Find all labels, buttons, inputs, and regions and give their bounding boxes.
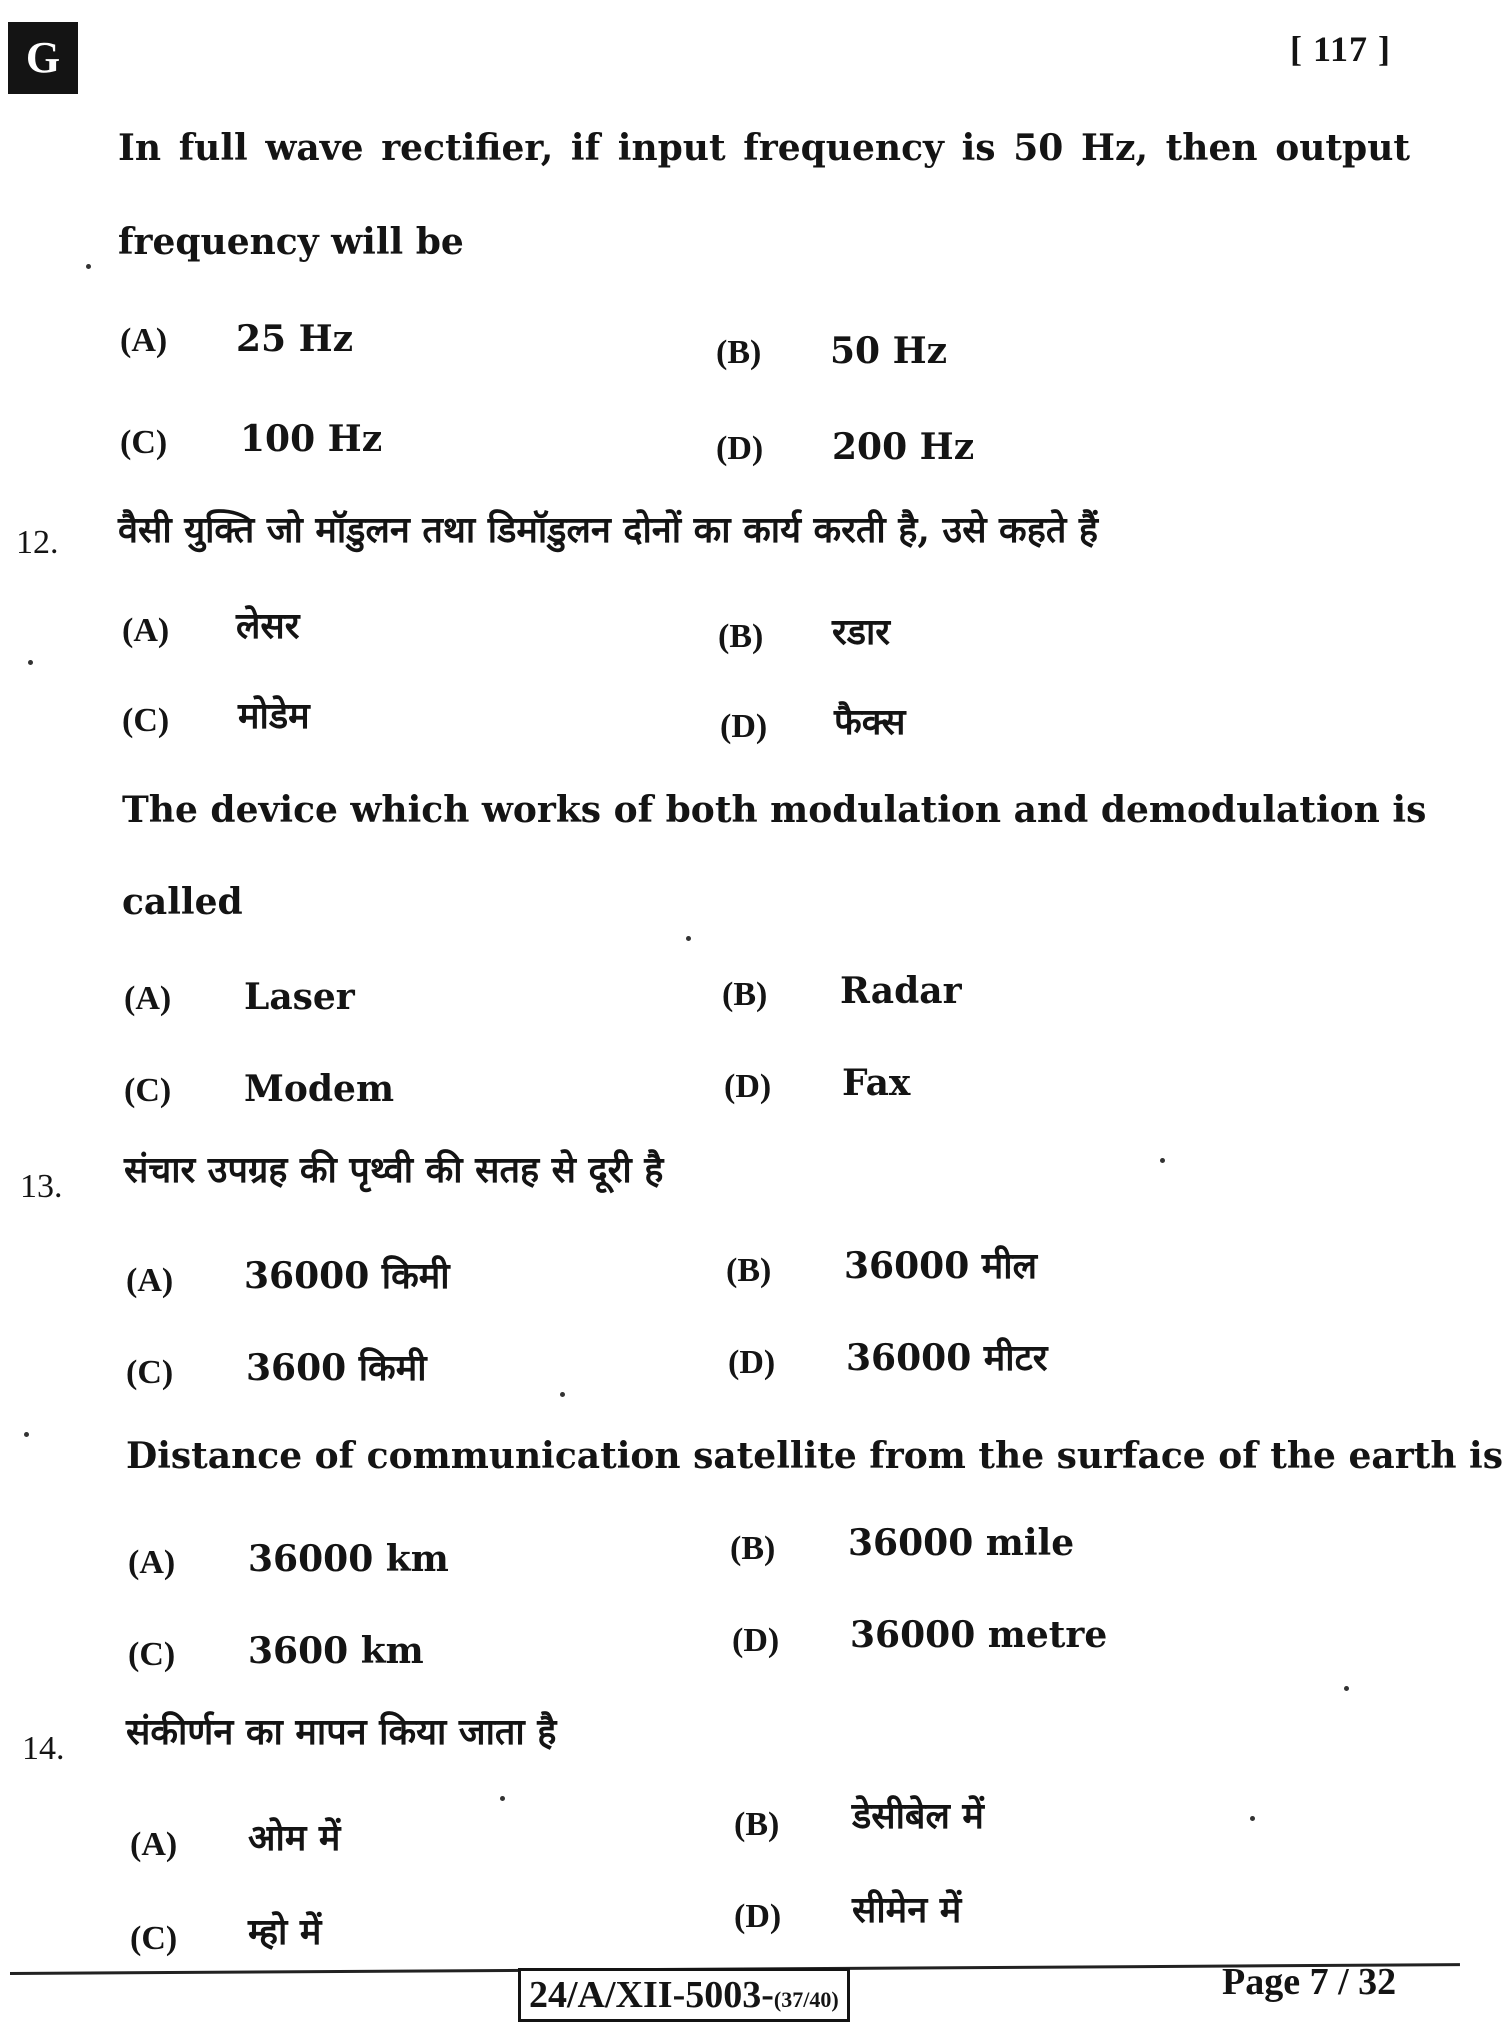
question-number: 14. [22, 1730, 65, 1767]
page-number-bracket: [ 117 ] [1290, 29, 1391, 69]
option-label: (D) [724, 1068, 772, 1105]
option-label: (A) [124, 980, 172, 1017]
option-text: 50 Hz [830, 330, 948, 372]
scan-speck [28, 660, 33, 665]
option-text: फैक्स [834, 701, 906, 743]
option-text: 200 Hz [832, 426, 975, 468]
scan-speck [500, 1796, 505, 1801]
paper-code: 24/A/XII-5003- [529, 1974, 774, 2016]
option-label: (C) [128, 1636, 176, 1673]
scan-speck [560, 1392, 565, 1397]
scan-speck [24, 1432, 29, 1437]
option-text: लेसर [236, 605, 300, 647]
option-label: (B) [722, 976, 768, 1013]
question-stem-hi: संचार उपग्रह की पृथ्वी की सतह से दूरी है [124, 1149, 664, 1191]
question-stem-hi: संकीर्णन का मापन किया जाता है [126, 1711, 557, 1753]
option-text: Radar [840, 970, 962, 1012]
option-label: (A) [126, 1262, 174, 1299]
option-label: (C) [120, 424, 168, 461]
paper-code-suffix: (37/40) [773, 1987, 839, 2012]
question-number: 12. [16, 524, 59, 561]
option-text: 36000 किमी [244, 1255, 450, 1297]
question-stem-en-line1: The device which works of both modulation and demodulation is [122, 789, 1427, 831]
option-text: 36000 km [248, 1538, 449, 1580]
option-text: 36000 metre [850, 1614, 1108, 1656]
scan-speck [1250, 1816, 1255, 1821]
paper-code-box [518, 1968, 850, 2022]
option-text: म्हो में [248, 1911, 322, 1953]
set-badge: G [8, 22, 78, 94]
option-label: (D) [728, 1344, 776, 1381]
option-text: 100 Hz [240, 418, 383, 460]
option-label: (C) [124, 1072, 172, 1109]
option-label: (D) [732, 1622, 780, 1659]
option-text: Modem [244, 1068, 395, 1110]
option-label: (C) [122, 702, 170, 739]
page-counter: Page 7 / 32 [1222, 1961, 1397, 2003]
option-label: (A) [122, 612, 170, 649]
question-stem-en-line2: called [122, 881, 243, 923]
option-label: (B) [726, 1252, 772, 1289]
scan-speck [686, 936, 691, 941]
scan-speck [1344, 1686, 1349, 1691]
option-label: (C) [130, 1920, 178, 1957]
option-text: सीमेन में [852, 1889, 962, 1931]
question-stem-en-line2: frequency will be [118, 221, 464, 263]
option-label: (B) [734, 1806, 780, 1843]
option-label: (D) [720, 708, 768, 745]
option-text: 3600 किमी [246, 1347, 427, 1389]
question-stem-en-line1: Distance of communication satellite from the surface of the earth is [126, 1435, 1503, 1477]
option-label: (D) [716, 430, 764, 467]
option-label: (B) [716, 334, 762, 371]
scan-speck [1160, 1158, 1165, 1163]
option-text: डेसीबेल में [852, 1795, 984, 1837]
question-stem-en-line1: In full wave rectifier, if input frequency is 50 Hz, then output [118, 127, 1410, 169]
question-stem-hi: वैसी युक्ति जो मॉडुलन तथा डिमॉडुलन दोनों का कार्य करती है, उसे कहते हैं [118, 509, 1098, 551]
option-text: 36000 mile [848, 1522, 1075, 1564]
option-text: Laser [244, 976, 355, 1018]
option-label: (A) [130, 1826, 178, 1863]
option-text: ओम में [248, 1817, 341, 1859]
scan-speck [86, 264, 91, 269]
option-label: (D) [734, 1898, 782, 1935]
option-label: (B) [730, 1530, 776, 1567]
option-text: 25 Hz [236, 318, 354, 360]
option-text: 36000 मीटर [846, 1337, 1048, 1379]
option-text: मोडेम [238, 695, 310, 737]
option-text: 36000 मील [844, 1245, 1038, 1287]
question-number: 13. [20, 1168, 63, 1205]
option-text: 3600 km [248, 1630, 424, 1672]
option-text: रडार [832, 611, 891, 653]
option-label: (A) [120, 322, 168, 359]
option-text: Fax [842, 1062, 911, 1104]
option-label: (C) [126, 1354, 174, 1391]
option-label: (A) [128, 1544, 176, 1581]
option-label: (B) [718, 618, 764, 655]
